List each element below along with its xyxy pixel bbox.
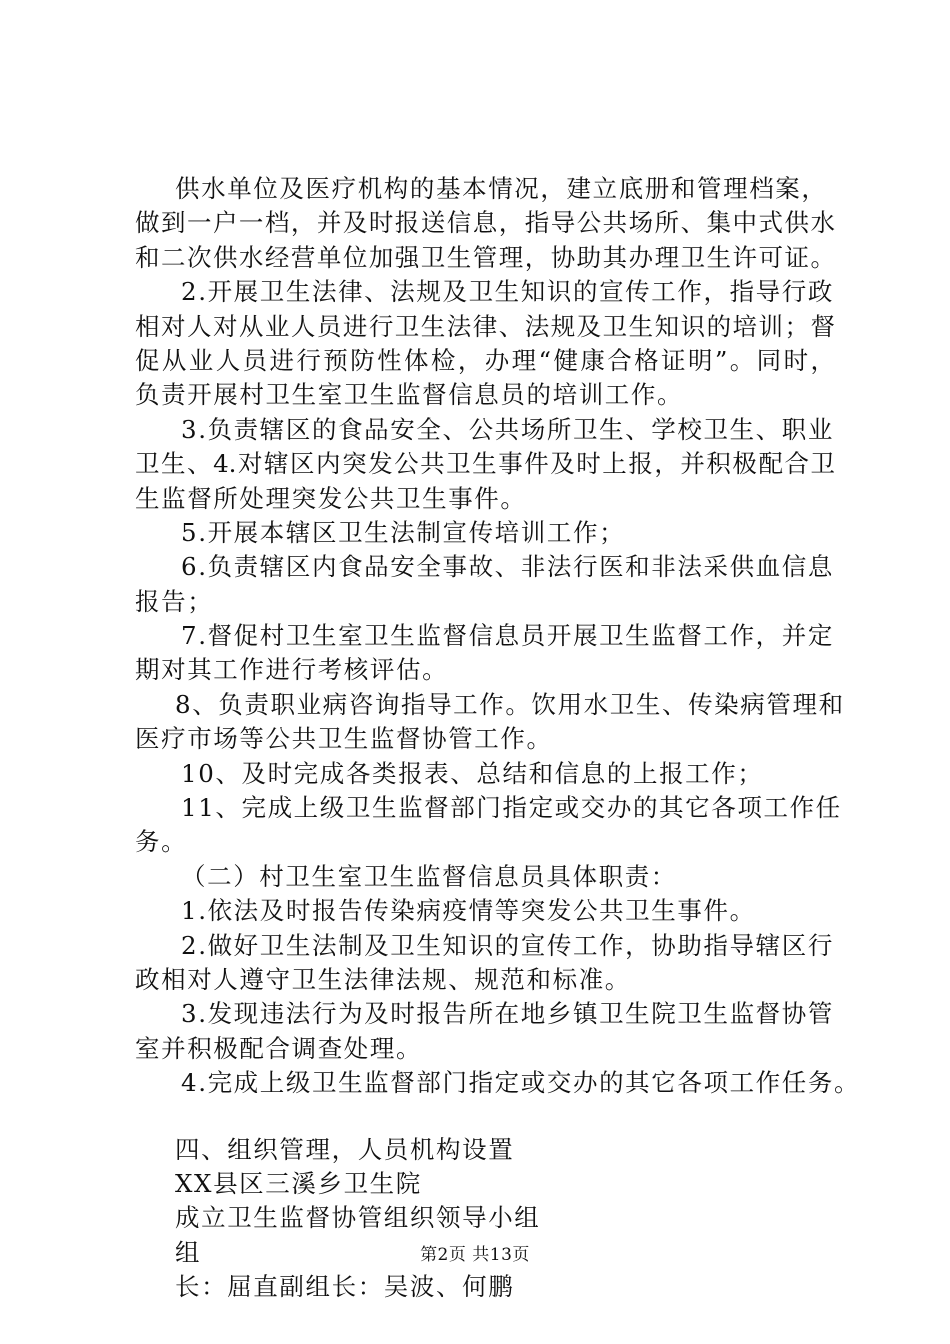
section-gap [135,1101,835,1133]
text-line: 医疗市场等公共卫生监督协管工作。 [135,724,553,754]
text-line: 政相对人遵守卫生法律法规、规范和标准。 [135,964,631,994]
text-line: 生监督所处理突发公共卫生事件。 [135,483,527,513]
text-line: 3.负责辖区的食品安全、公共场所卫生、学校卫生、职业 [181,414,834,444]
text-line: 促从业人员进行预防性体检，办理“健康合格证明”。同时， [135,345,835,375]
text-line: 5.开展本辖区卫生法制宣传培训工作； [181,517,626,547]
text-line: 6.负责辖区内食品安全事故、非法行医和非法采供血信息 [181,552,834,582]
text-line: 卫生、4.对辖区内突发公共卫生事件及时上报，并积极配合卫 [135,449,835,479]
leader-line: 组 [175,1237,202,1267]
text-line: 室并积极配合调查处理。 [135,1033,423,1063]
text-line: 8、负责职业病咨询指导工作。饮用水卫生、传染病管理和 [175,689,845,719]
text-line: 4.完成上级卫生监督部门指定或交办的其它各项工作任务。 [181,1068,861,1098]
page-footer: 第2页 共13页 [420,1245,530,1265]
org-name: XX县区三溪乡卫生院 [175,1168,422,1198]
body-text [135,172,861,1305]
text-line: 7.督促村卫生室卫生监督信息员开展卫生监督工作，并定 [181,621,834,651]
leader-line: 长：屈直副组长：吴波、何鹏 [175,1272,515,1302]
subsection-heading: （二）村卫生室卫生监督信息员具体职责： [181,861,677,891]
text-line: 1.依法及时报告传染病疫情等突发公共卫生事件。 [181,896,756,926]
text-line: 10、及时完成各类报表、总结和信息的上报工作； [181,758,764,788]
text-line: 做到一户一档，并及时报送信息，指导公共场所、集中式供水 [135,208,835,238]
text-line: 3.发现违法行为及时报告所在地乡镇卫生院卫生监督协管 [181,999,834,1029]
section-heading: 四、组织管理，人员机构设置 [175,1134,515,1164]
text-line: 相对人对从业人员进行卫生法律、法规及卫生知识的培训；督 [135,311,835,341]
text-line: 期对其工作进行考核评估。 [135,655,449,685]
text-line: 报告； [135,586,214,616]
text-line: 和二次供水经营单位加强卫生管理，协助其办理卫生许可证。 [135,242,835,272]
text-line: 2.开展卫生法律、法规及卫生知识的宣传工作，指导行政 [181,277,834,307]
text-line: 务。 [135,827,188,857]
text-line: 供水单位及医疗机构的基本情况，建立底册和管理档案， [175,174,828,203]
text-line: 负责开展村卫生室卫生监督信息员的培训工作。 [135,380,684,410]
group-title: 成立卫生监督协管组织领导小组 [175,1203,541,1233]
text-line: 2.做好卫生法制及卫生知识的宣传工作，协助指导辖区行 [181,930,834,960]
text-line: 11、完成上级卫生监督部门指定或交办的其它各项工作任 [181,793,842,823]
